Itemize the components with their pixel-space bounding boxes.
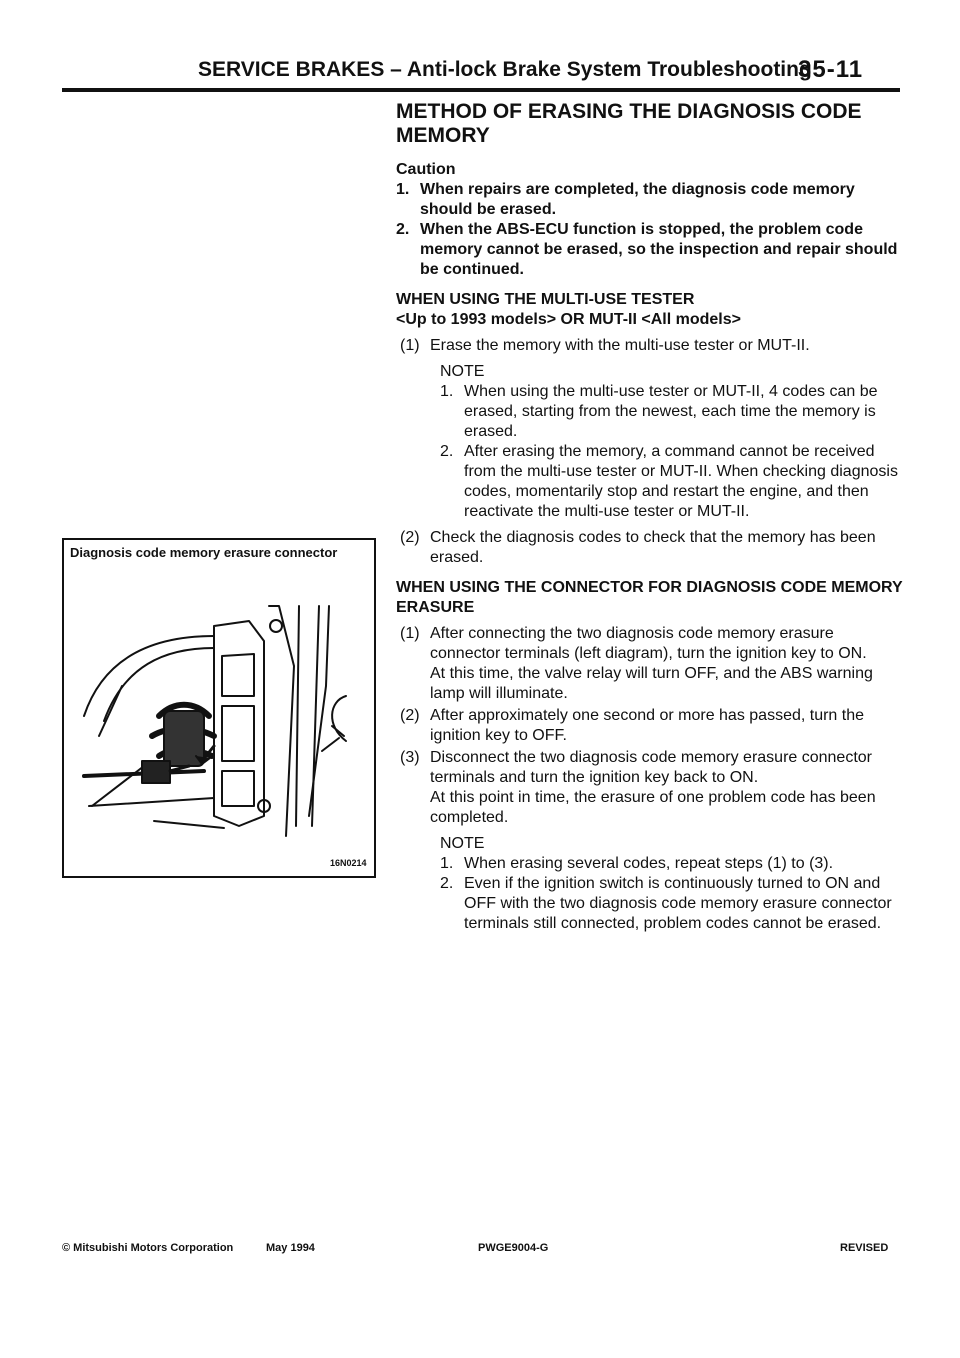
step-detail: At this time, the valve relay will turn OFF, and the ABS warning lamp will illuminate.: [430, 665, 873, 702]
item-number: 2.: [396, 221, 410, 238]
procedure-step: [396, 528, 904, 568]
section-heading: WHEN USING THE CONNECTOR FOR DIAGNOSIS CODE MEMORY ERASURE: [396, 579, 903, 616]
note-item: [440, 442, 904, 522]
section-subheading: <Up to 1993 models> OR MUT-II <All models>: [396, 311, 741, 328]
footer-doc-code: PWGE9004-G: [478, 1242, 549, 1254]
note-text: Even if the ignition switch is continuously turned to ON and OFF with the two diagnosis code memory erasure connector terminals still connected, problem codes cannot be erased.: [464, 875, 892, 932]
procedure-step: [396, 706, 904, 746]
footer-copyright: © Mitsubishi Motors Corporation: [62, 1242, 234, 1254]
page-title: METHOD OF ERASING THE DIAGNOSIS CODE MEMORY: [396, 100, 862, 147]
caution-item: [396, 220, 904, 280]
step-text: After connecting the two diagnosis code memory erasure connector terminals (left diagram), turn the ignition key to ON.: [430, 625, 867, 662]
procedure-step: [396, 748, 904, 828]
note-label: NOTE: [440, 363, 485, 380]
caution-label: Caution: [396, 161, 456, 178]
step-text: Disconnect the two diagnosis code memory erasure connector terminals and turn the ignition key back to ON.: [430, 749, 872, 786]
step-text: After approximately one second or more has passed, turn the ignition key to OFF.: [430, 707, 865, 744]
figure-caption: Diagnosis code memory erasure connector: [70, 545, 338, 560]
step-text: Erase the memory with the multi-use tester or MUT-II.: [430, 337, 810, 354]
step-number: (1): [400, 337, 420, 354]
connector-illustration: [64, 566, 370, 866]
step-number: (2): [400, 707, 420, 724]
header-rule: [62, 88, 900, 92]
step-number: (1): [400, 625, 420, 642]
procedure-step: [396, 336, 904, 356]
note-text: When erasing several codes, repeat steps (1) to (3).: [464, 855, 834, 872]
step-text: Check the diagnosis codes to check that the memory has been erased.: [430, 529, 876, 566]
note-number: 2.: [440, 443, 454, 460]
step-number: (2): [400, 529, 420, 546]
footer-date: May 1994: [266, 1242, 315, 1254]
step-number: (3): [400, 749, 420, 766]
note-number: 1.: [440, 383, 454, 400]
note-number: 2.: [440, 875, 454, 892]
procedure-step: [396, 624, 904, 704]
step-detail: At this point in time, the erasure of one problem code has been completed.: [430, 789, 876, 826]
note-number: 1.: [440, 855, 454, 872]
note-item: [440, 382, 904, 442]
note-text: When using the multi-use tester or MUT-II, 4 codes can be erased, starting from the newest, each time the memory is erased.: [464, 383, 878, 440]
note-item: [440, 854, 904, 874]
page-number: 35-11: [798, 56, 864, 83]
note-block: [396, 362, 904, 522]
section-title: SERVICE BRAKES – Anti-lock Brake System Troubleshooting: [198, 58, 812, 81]
item-text: When repairs are completed, the diagnosis code memory should be erased.: [420, 181, 855, 218]
item-number: 1.: [396, 181, 410, 198]
main-column: [396, 100, 904, 934]
note-text: After erasing the memory, a command cannot be received from the multi-use tester or MUT-II. When checking diagnosis codes, momentarily stop and restart the engine, and then reactivate the multi-use tester or MUT-II.: [464, 443, 898, 520]
figure-code: 16N0214: [330, 858, 367, 868]
note-label: NOTE: [440, 835, 485, 852]
caution-item: [396, 180, 904, 220]
section-heading: WHEN USING THE MULTI-USE TESTER: [396, 291, 695, 308]
note-item: [440, 874, 904, 934]
footer-status: REVISED: [840, 1242, 889, 1254]
note-block: [396, 834, 904, 934]
item-text: When the ABS-ECU function is stopped, the problem code memory cannot be erased, so the inspection and repair should be continued.: [420, 221, 898, 278]
